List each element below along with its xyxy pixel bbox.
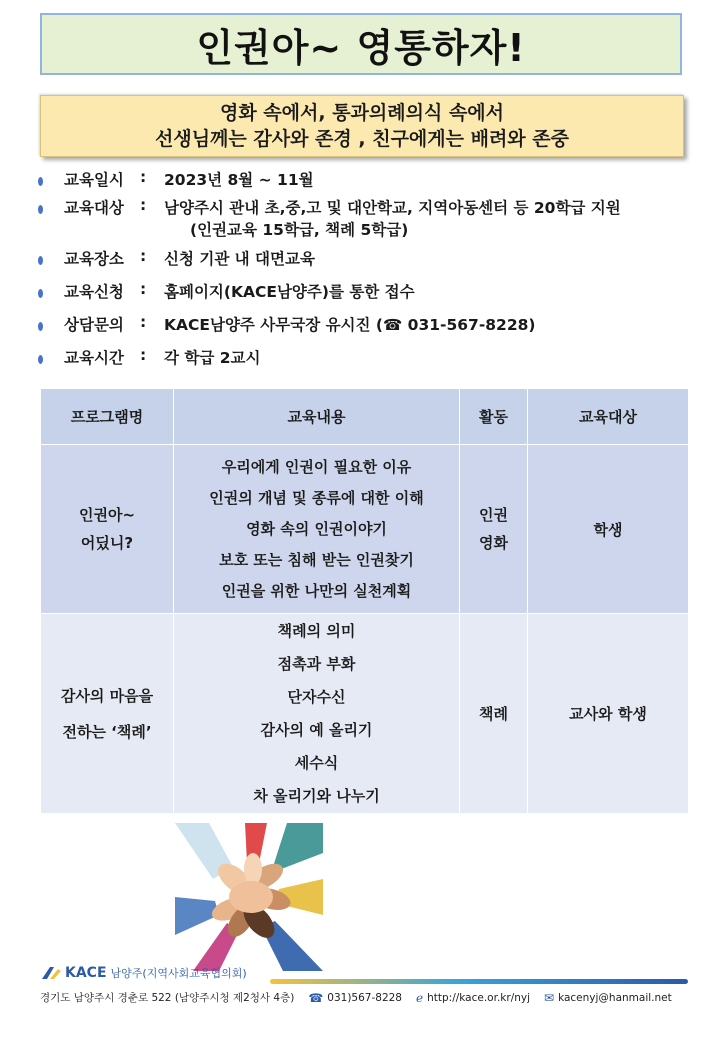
program-name — [41, 445, 174, 614]
program-target: 교사와 학생 — [528, 614, 689, 814]
stacked-hands-illustration — [175, 823, 323, 971]
info-value — [164, 196, 621, 240]
content-item: 보호 또는 침해 받는 인권찾기 — [219, 550, 414, 569]
table-header-row — [41, 389, 689, 445]
content-item: 인권을 위한 나만의 실천계획 — [221, 581, 412, 600]
info-separator: : — [140, 313, 147, 331]
info-label: 교육시간 — [64, 349, 124, 367]
bullet-icon — [38, 322, 43, 331]
info-separator: : — [140, 247, 147, 265]
info-value: 신청 기관 내 대면교육 — [164, 250, 315, 268]
header-program: 프로그램명 — [41, 389, 174, 445]
info-label: 상담문의 — [64, 316, 124, 334]
program-content — [174, 614, 460, 814]
title-banner — [40, 13, 682, 75]
logo-org: 남양주(지역사회교육협의회) — [110, 967, 247, 980]
footer — [40, 965, 688, 1020]
footer-address — [40, 990, 294, 1005]
bullet-icon — [38, 177, 43, 186]
info-label: 교육신청 — [64, 283, 124, 301]
phone-text: 031)567-8228 — [327, 991, 402, 1004]
bullet-icon — [38, 289, 43, 298]
program-target: 학생 — [528, 445, 689, 614]
program-name-line: 어딨니? — [80, 534, 134, 552]
info-label: 교육일시 — [64, 171, 124, 189]
phone-icon: ☎ — [308, 990, 324, 1005]
table-row — [41, 445, 689, 614]
content-item: 책례의 의미 — [277, 621, 356, 640]
info-separator: : — [140, 196, 147, 214]
program-content — [174, 445, 460, 614]
info-value: 각 학급 2교시 — [164, 349, 261, 367]
program-table — [40, 388, 689, 814]
footer-divider — [270, 979, 688, 984]
footer-phone — [308, 991, 402, 1005]
content-item: 우리에게 인권이 필요한 이유 — [221, 457, 412, 476]
bullet-icon — [38, 256, 43, 265]
info-item-apply — [38, 280, 415, 302]
content-item: 점촉과 부화 — [277, 654, 356, 673]
footer-contact — [40, 990, 688, 1005]
footer-email[interactable] — [544, 991, 672, 1005]
activity-line: 인권 — [479, 506, 508, 524]
footer-website[interactable] — [416, 991, 530, 1005]
browser-icon: ℯ — [416, 990, 424, 1005]
content-item: 영화 속의 인권이야기 — [246, 519, 387, 538]
content-item: 세수식 — [294, 753, 339, 772]
info-label: 교육대상 — [64, 199, 124, 217]
mail-icon: ✉ — [544, 990, 555, 1005]
content-item: 차 올리기와 나누기 — [253, 786, 380, 805]
info-value: KACE남양주 사무국장 유시진 (☎ 031-567-8228) — [164, 316, 536, 334]
kace-logo — [40, 965, 247, 981]
info-value: 홈페이지(KACE남양주)를 통한 접수 — [164, 283, 415, 301]
header-target: 교육대상 — [528, 389, 689, 445]
info-item-time — [38, 346, 260, 368]
program-activity — [460, 445, 528, 614]
website-text[interactable]: http://kace.or.kr/nyj — [427, 991, 531, 1004]
header-activity: 활동 — [460, 389, 528, 445]
info-separator: : — [140, 346, 147, 364]
activity-line: 책례 — [479, 704, 508, 723]
program-activity — [460, 614, 528, 814]
subtitle-line-1: 영화 속에서, 통과의례의식 속에서 — [219, 102, 505, 124]
info-item-contact — [38, 313, 535, 335]
bullet-icon — [38, 205, 43, 214]
info-item-date — [38, 168, 314, 190]
subtitle-line-2: 선생님께는 감사와 존경 , 친구에게는 배려와 존중 — [155, 128, 569, 150]
header-content: 교육내용 — [174, 389, 460, 445]
activity-line: 영화 — [479, 534, 508, 552]
info-label: 교육장소 — [64, 250, 124, 268]
info-separator: : — [140, 168, 147, 186]
logo-brand: KACE — [65, 965, 107, 981]
info-value-line-2: (인권교육 15학급, 책례 5학급) — [190, 221, 409, 239]
info-value: 2023년 8월 ~ 11월 — [164, 171, 314, 189]
info-separator: : — [140, 280, 147, 298]
bullet-icon — [38, 355, 43, 364]
program-name-line: 전하는 ‘책례’ — [62, 722, 152, 741]
info-item-target — [38, 196, 621, 240]
content-item: 단자수신 — [287, 687, 346, 706]
program-name-line: 인권아~ — [78, 506, 136, 524]
address-text: 경기도 남양주시 경춘로 522 (남양주시청 제2청사 4층) — [40, 992, 295, 1004]
content-item: 감사의 예 올리기 — [260, 720, 373, 739]
table-row — [41, 614, 689, 814]
subtitle-banner — [40, 95, 684, 157]
content-item: 인권의 개념 및 종류에 대한 이해 — [209, 488, 424, 507]
email-text[interactable]: kacenyj@hanmail.net — [558, 991, 672, 1004]
page-title: 인권아~ 영통하자! — [196, 25, 526, 70]
info-value-line-1: 남양주시 관내 초,중,고 및 대안학교, 지역아동센터 등 20학급 지원 — [164, 199, 621, 217]
program-name-line: 감사의 마음을 — [60, 686, 154, 705]
kace-logo-icon — [40, 965, 62, 981]
program-name — [41, 614, 174, 814]
info-item-place — [38, 247, 315, 269]
